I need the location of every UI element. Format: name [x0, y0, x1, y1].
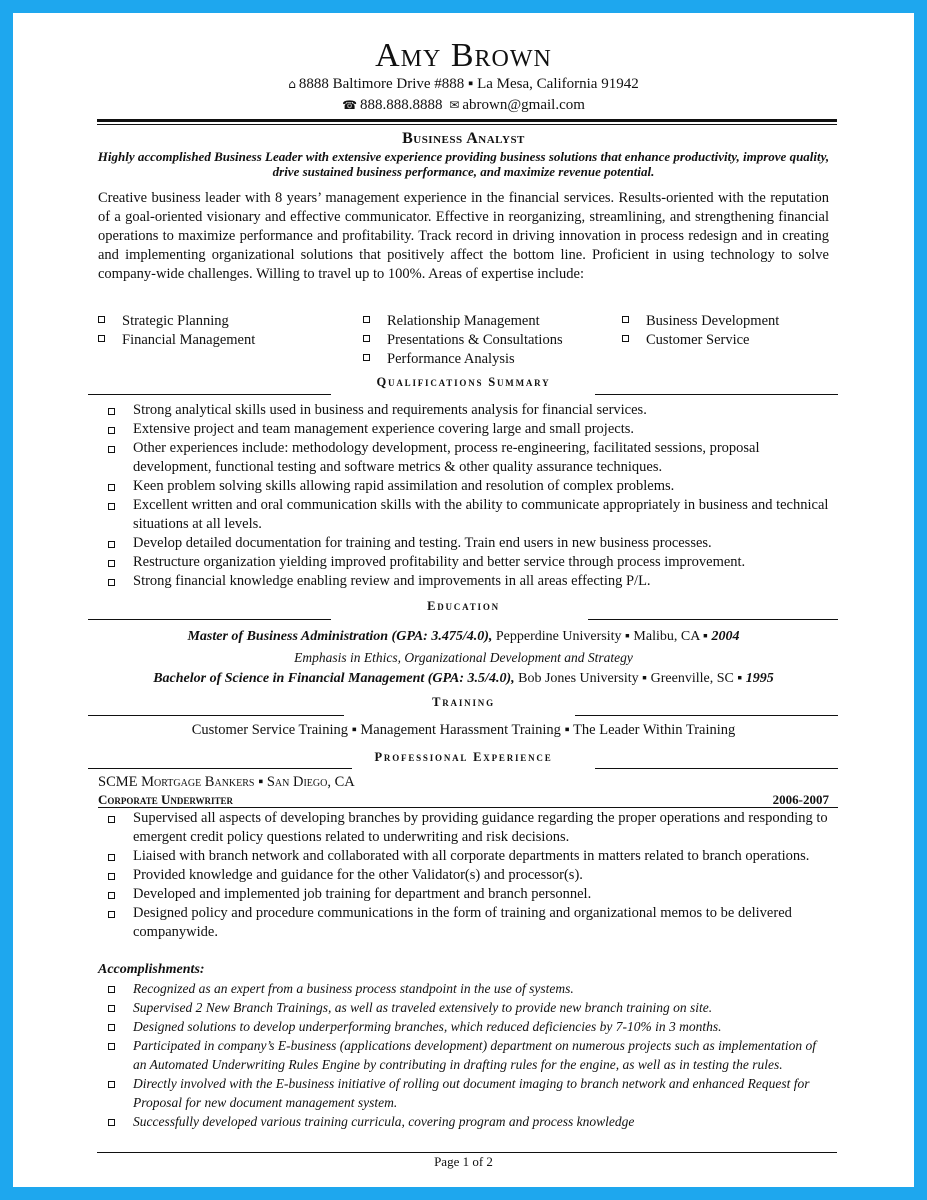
skills-column-1: [98, 313, 255, 351]
bullet-icon: [108, 408, 115, 415]
bullet-icon: [108, 446, 115, 453]
bullet-icon: [108, 892, 115, 899]
education-heading: Education: [427, 599, 500, 613]
list-item: Excellent written and oral communication skills with the ability to communicate appropriately in business and technical situations at all levels.: [98, 496, 829, 534]
address-text: 8888 Baltimore Drive #888 ▪ La Mesa, California 91942: [298, 76, 639, 92]
mba-school: Pepperdine University ▪ Malibu, CA ▪: [492, 629, 712, 644]
mba-degree: Master of Business Administration (GPA: 3.475/4.0),: [187, 629, 493, 644]
list-item: Supervised 2 New Branch Trainings, as well as traveled extensively to provide new branch training on site.: [98, 998, 829, 1017]
accomplishments-label: Accomplishments:: [98, 962, 205, 977]
resume-page: [13, 13, 914, 1187]
list-item: Participated in company’s E-business (applications development) department on numerous projects such as implementation of an Automated Underwriting Rules Engine by contributing in drafting rules for the engine, as well as in testing the rules.: [98, 1036, 829, 1074]
bullet-icon: [108, 1119, 115, 1126]
bullet-icon: [108, 986, 115, 993]
skills-column-2: [363, 313, 563, 370]
tagline: Highly accomplished Business Leader with extensive experience providing business solutions that enhance productivity, improve quality, drive sustained business performance, and maximize revenue potential.: [97, 149, 830, 179]
skill-item: Relationship Management: [363, 313, 563, 332]
list-item: Recognized as an expert from a business process standpoint in the use of systems.: [98, 979, 829, 998]
position-title: Corporate Underwriter: [98, 792, 234, 807]
bullet-icon: [108, 427, 115, 434]
list-item: Keen problem solving skills allowing rapid assimilation and resolution of complex problems.: [98, 477, 829, 496]
section-rule-left: [88, 715, 344, 716]
skill-item: Presentations & Consultations: [363, 332, 563, 351]
bullet-icon: [108, 484, 115, 491]
education-mba: [13, 629, 914, 645]
list-item: Directly involved with the E-business initiative of rolling out document imaging to branch network and enhanced Request for Proposal for new document management system.: [98, 1074, 829, 1112]
bullet-icon: [108, 503, 115, 510]
section-rule-left: [88, 394, 331, 395]
list-item: Restructure organization yielding improved profitability and better service through process improvement.: [98, 553, 829, 572]
list-item: Successfully developed various training curricula, covering program and process knowledge: [98, 1112, 829, 1131]
bs-degree: Bachelor of Science in Financial Management (GPA: 3.5/4.0),: [153, 671, 515, 686]
bullet-icon: [363, 335, 370, 342]
phone-icon: ☎: [342, 98, 358, 112]
section-rule-right: [595, 768, 838, 769]
list-item: Liaised with branch network and collaborated with all corporate departments in matters related to branch operations.: [98, 847, 829, 866]
list-item: Strong analytical skills used in business and requirements analysis for financial services.: [98, 401, 829, 420]
section-rule-right: [575, 715, 838, 716]
bullet-icon: [98, 335, 105, 342]
list-item: Develop detailed documentation for training and testing. Train end users in new business processes.: [98, 534, 829, 553]
profile-summary: Creative business leader with 8 years’ management experience in the financial services. Results-oriented with the reputation of a goal-oriented visionary and effective communicator. Effective in reorganizing, streamlining, and strengthening financial operations to maximize performance and profitability. Track record in driving innovation in process redesign and in creating and implementing organizational solutions that positively affect the bottom line. Proficient in using technology to solve company-wide challenges. Willing to travel up to 100%. Areas of expertise include:: [98, 190, 829, 282]
bullet-icon: [108, 1024, 115, 1031]
list-item: Supervised all aspects of developing branches by providing guidance regarding the proper operations and responding to emergent credit policy questions related to underwriting and risk decisions.: [98, 809, 829, 847]
list-item: Designed policy and procedure communications in the form of training and organizational memos to be delivered companywide.: [98, 904, 829, 942]
skill-item: Customer Service: [622, 332, 779, 351]
footer-rule: [97, 1152, 837, 1153]
position-rule: [98, 807, 838, 808]
bs-year: 1995: [745, 671, 774, 686]
list-item: Other experiences include: methodology development, process re-engineering, facilitated sessions, proposal development, functional testing and software metrics & other quality assurance techniques.: [98, 439, 829, 477]
bullet-icon: [363, 316, 370, 323]
skill-item: Strategic Planning: [98, 313, 255, 332]
bullet-icon: [622, 316, 629, 323]
bullet-icon: [108, 1043, 115, 1050]
bullet-icon: [622, 335, 629, 342]
bullet-icon: [98, 316, 105, 323]
bullet-icon: [108, 541, 115, 548]
phone-text: 888.888.8888: [360, 97, 443, 113]
duties-list: [98, 809, 829, 942]
list-item: Provided knowledge and guidance for the other Validator(s) and processor(s).: [98, 866, 829, 885]
bullet-icon: [108, 579, 115, 586]
section-rule-left: [88, 619, 331, 620]
accomplishments-list: [98, 979, 829, 1131]
page-number: Page 1 of 2: [434, 1154, 493, 1169]
experience-heading: Professional Experience: [374, 750, 553, 764]
house-icon: ⌂: [288, 77, 296, 91]
qualifications-list: [98, 401, 829, 591]
job-title: Business Analyst: [402, 130, 525, 147]
bullet-icon: [108, 1005, 115, 1012]
list-item: Strong financial knowledge enabling review and improvements in all areas effecting P/L.: [98, 572, 829, 591]
section-rule-right: [588, 619, 838, 620]
address-line: [13, 76, 914, 93]
bullet-icon: [108, 873, 115, 880]
mba-emphasis: Emphasis in Ethics, Organizational Development and Strategy: [294, 650, 633, 665]
candidate-name: Amy Brown: [375, 37, 552, 74]
header-rule-thick: [97, 119, 837, 122]
bullet-icon: [108, 1081, 115, 1088]
skills-column-3: [622, 313, 779, 351]
envelope-icon: ✉: [449, 98, 460, 112]
mba-year: 2004: [711, 629, 740, 644]
qualifications-heading: Qualifications Summary: [376, 375, 551, 389]
bullet-icon: [363, 354, 370, 361]
bullet-icon: [108, 854, 115, 861]
skill-item: Performance Analysis: [363, 351, 563, 370]
list-item: Developed and implemented job training for department and branch personnel.: [98, 885, 829, 904]
bs-school: Bob Jones University ▪ Greenville, SC ▪: [514, 671, 746, 686]
email-text: abrown@gmail.com: [462, 97, 585, 113]
section-rule-right: [595, 394, 838, 395]
bullet-icon: [108, 560, 115, 567]
list-item: Designed solutions to develop underperforming branches, which reduced deficiencies by 7-10% in 3 months.: [98, 1017, 829, 1036]
bullet-icon: [108, 816, 115, 823]
training-heading: Training: [432, 695, 495, 709]
employment-dates: 2006-2007: [772, 792, 829, 807]
education-bs: [13, 671, 914, 687]
header-rule-thin: [97, 124, 837, 125]
training-list: Customer Service Training ▪ Management Harassment Training ▪ The Leader Within Training: [191, 722, 736, 738]
contact-line: [13, 97, 914, 114]
skill-item: Business Development: [622, 313, 779, 332]
bullet-icon: [108, 911, 115, 918]
list-item: Extensive project and team management experience covering large and small projects.: [98, 420, 829, 439]
skill-item: Financial Management: [98, 332, 255, 351]
section-rule-left: [88, 768, 352, 769]
employer: SCME Mortgage Bankers ▪ San Diego, CA: [98, 774, 355, 790]
